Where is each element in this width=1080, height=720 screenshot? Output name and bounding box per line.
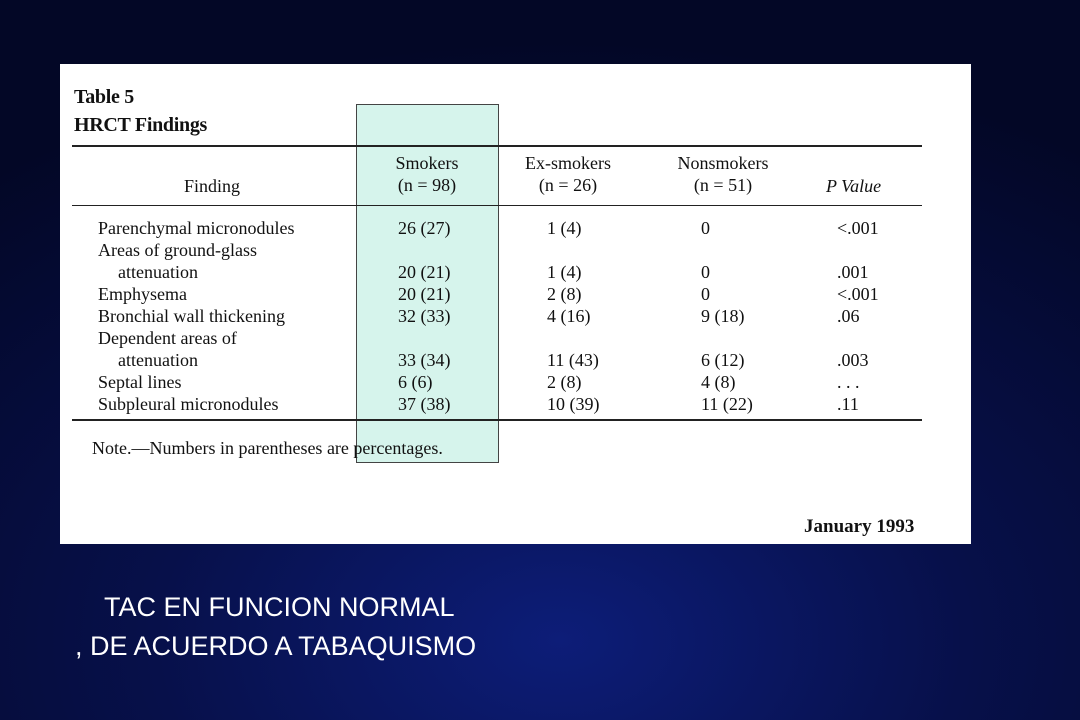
header-smokers-label: Smokers xyxy=(395,153,459,173)
top-rule xyxy=(72,145,922,147)
table-cell-ex: 4 (16) xyxy=(547,306,591,326)
table-cell-p: .11 xyxy=(837,394,859,414)
table-cell-p: <.001 xyxy=(837,284,879,304)
table-row-finding: Bronchial wall thickening xyxy=(98,306,285,326)
table-note: Note.—Numbers in parentheses are percentages. xyxy=(92,438,443,458)
header-smokers-n: (n = 98) xyxy=(397,175,457,195)
table-cell-ex: 1 (4) xyxy=(547,218,582,238)
table-cell-ex: 1 (4) xyxy=(547,262,582,282)
table-row-finding: Septal lines xyxy=(98,372,182,392)
header-nonsmokers-label: Nonsmokers xyxy=(677,153,769,173)
table-cell-smokers: 26 (27) xyxy=(398,218,451,238)
header-finding: Finding xyxy=(184,176,241,196)
table-cell-p: .06 xyxy=(837,306,860,326)
table-cell-smokers: 20 (21) xyxy=(398,262,451,282)
table-cell-smokers: 32 (33) xyxy=(398,306,451,326)
table-cell-non: 6 (12) xyxy=(701,350,745,370)
table-cell-non: 11 (22) xyxy=(701,394,753,414)
table-cell-non: 4 (8) xyxy=(701,372,736,392)
caption-line-2: , DE ACUERDO A TABAQUISMO xyxy=(75,631,477,661)
table-cell-p: .003 xyxy=(837,350,869,370)
table-cell-p: <.001 xyxy=(837,218,879,238)
table-row-finding: Dependent areas of xyxy=(98,328,237,348)
table-cell-non: 0 xyxy=(701,284,710,304)
table-row-finding: Emphysema xyxy=(98,284,187,304)
table-title: HRCT Findings xyxy=(74,114,208,136)
table-cell-ex: 2 (8) xyxy=(547,372,582,392)
publication-date: January 1993 xyxy=(804,516,915,537)
scanned-table-image xyxy=(60,64,971,544)
caption-line-1: TAC EN FUNCION NORMAL xyxy=(104,592,455,622)
table-cell-ex: 2 (8) xyxy=(547,284,582,304)
header-nonsmokers xyxy=(658,152,788,196)
table-row-finding: Subpleural micronodules xyxy=(98,394,279,414)
table-cell-smokers: 20 (21) xyxy=(398,284,451,304)
table-cell-smokers: 6 (6) xyxy=(398,372,433,392)
table-cell-p: .001 xyxy=(837,262,869,282)
table-cell-non: 0 xyxy=(701,218,710,238)
table-label: Table 5 xyxy=(74,86,134,108)
header-ex-smokers-label: Ex-smokers xyxy=(525,153,611,173)
table-row-finding-cont: attenuation xyxy=(118,262,198,282)
table-row-finding: Areas of ground-glass xyxy=(98,240,257,260)
table-cell-p: . . . xyxy=(837,372,860,392)
header-nonsmokers-n: (n = 51) xyxy=(693,175,753,195)
table-cell-non: 9 (18) xyxy=(701,306,745,326)
header-smokers xyxy=(372,152,482,196)
table-cell-smokers: 37 (38) xyxy=(398,394,451,414)
header-ex-smokers xyxy=(508,152,628,196)
table-cell-non: 0 xyxy=(701,262,710,282)
table-row-finding-cont: attenuation xyxy=(118,350,198,370)
table-cell-smokers: 33 (34) xyxy=(398,350,451,370)
header-ex-smokers-n: (n = 26) xyxy=(538,175,598,195)
table-row-finding: Parenchymal micronodules xyxy=(98,218,295,238)
table-cell-ex: 11 (43) xyxy=(547,350,599,370)
header-p-value: P Value xyxy=(826,176,882,196)
table-cell-ex: 10 (39) xyxy=(547,394,600,414)
header-rule xyxy=(72,205,922,206)
bottom-rule xyxy=(72,419,922,421)
